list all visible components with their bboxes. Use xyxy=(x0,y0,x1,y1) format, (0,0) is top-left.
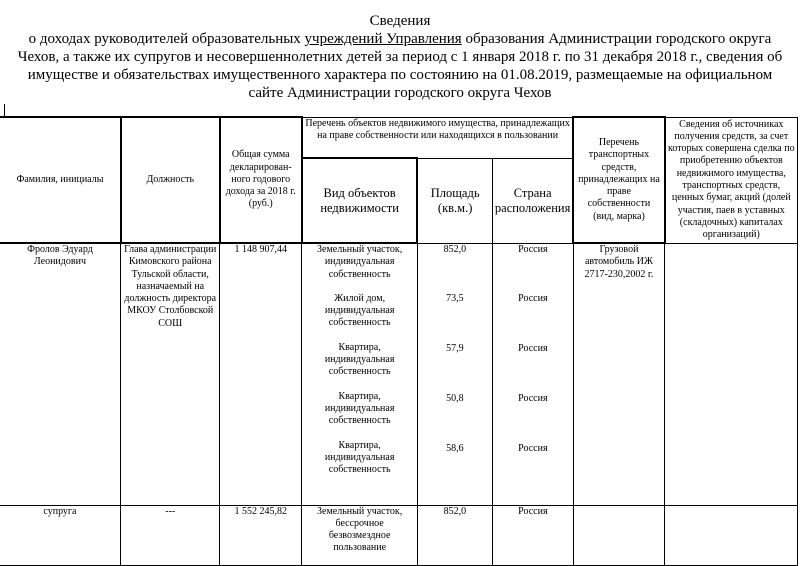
cell-income: 1 552 245,82 xyxy=(220,505,302,565)
cell-vehicles: Грузовой автомобиль ИЖ 2717-230,2002 г. xyxy=(573,243,664,505)
cell-sources xyxy=(665,243,798,505)
header-realty-type: Вид объектов недвижимости xyxy=(302,158,418,243)
realty-type: Земельный участок, бессрочное безвозмездное пользование xyxy=(317,505,403,554)
text-cursor xyxy=(4,104,5,116)
cell-realty-types xyxy=(302,243,418,505)
realty-country: Россия xyxy=(518,292,548,304)
header-sources: Сведения об источниках получения средств, за счет которых совершена сделка по приобретению объектов недвижимого имущества, транспортных средств, ценных бумаг, акций (долей участия, паев в уставных (складочных) капиталах организаций) xyxy=(665,117,798,243)
realty-area: 73,5 xyxy=(446,292,464,304)
cell-position: --- xyxy=(121,505,220,565)
cell-position: Глава администрации Кимовского района Тульской области, назначаемый на должность директора МКОУ Столбовской СОШ xyxy=(121,243,220,505)
realty-area: 58,6 xyxy=(446,442,464,454)
realty-country: Россия xyxy=(518,342,548,354)
realty-type: Земельный участок, индивидуальная собственность xyxy=(317,244,403,280)
realty-area: 50,8 xyxy=(446,392,464,404)
cell-name: Фролов Эдуард Леонидович xyxy=(0,243,121,505)
title-line-2: о доходах руководителей образовательных учреждений Управления образования Администрации городского округа xyxy=(28,31,772,47)
cell-countries xyxy=(492,505,573,565)
title-line-3: Чехов, а также их супругов и несовершеннолетних детей за период с 1 января 2018 г. по 31 декабря 2018 г., сведения об xyxy=(17,49,783,65)
title-line-1: Сведения xyxy=(369,13,431,29)
realty-country: Россия xyxy=(518,392,548,404)
realty-type: Квартира, индивидуальная собственность xyxy=(324,439,395,476)
income-table xyxy=(0,116,798,566)
title-line-4: имуществе и обязательствах имущественного характера по состоянию на 01.08.2019, размещаемые на официальном xyxy=(27,67,773,83)
realty-type: Квартира, индивидуальная собственность xyxy=(324,341,395,378)
header-realty-group: Перечень объектов недвижимого имущества, принадлежащих на праве собственности или находящихся в пользовании xyxy=(302,117,573,158)
realty-country: Россия xyxy=(518,505,548,517)
title-line-5: сайте Администрации городского округа Чехов xyxy=(248,85,552,101)
realty-area: 57,9 xyxy=(446,342,464,354)
realty-type: Квартира, индивидуальная собственность xyxy=(324,390,395,427)
realty-country: Россия xyxy=(518,442,548,454)
document-title xyxy=(0,12,800,102)
realty-type: Жилой дом, индивидуальная собственность xyxy=(324,292,395,329)
header-area: Площадь (кв.м.) xyxy=(417,158,492,243)
realty-country: Россия xyxy=(518,243,548,255)
realty-area: 852,0 xyxy=(443,243,467,255)
table-row xyxy=(0,505,798,565)
header-name: Фамилия, инициалы xyxy=(0,117,121,243)
header-row-1 xyxy=(0,117,798,158)
cell-countries xyxy=(492,243,573,505)
header-vehicles: Перечень транспортных средств, принадлежащих на праве собственности (вид, марка) xyxy=(573,117,664,243)
cell-vehicles xyxy=(573,505,664,565)
cell-areas xyxy=(417,505,492,565)
realty-area: 852,0 xyxy=(443,505,467,517)
cell-income: 1 148 907,44 xyxy=(220,243,302,505)
header-income: Общая сумма декларирован-ного годового дохода за 2018 г. (руб.) xyxy=(220,117,302,243)
cell-sources xyxy=(665,505,798,565)
cell-realty-types xyxy=(302,505,418,565)
cell-name: супруга xyxy=(0,505,121,565)
table-row xyxy=(0,243,798,505)
header-position: Должность xyxy=(121,117,220,243)
header-country: Страна расположения xyxy=(492,158,573,243)
cell-areas xyxy=(417,243,492,505)
